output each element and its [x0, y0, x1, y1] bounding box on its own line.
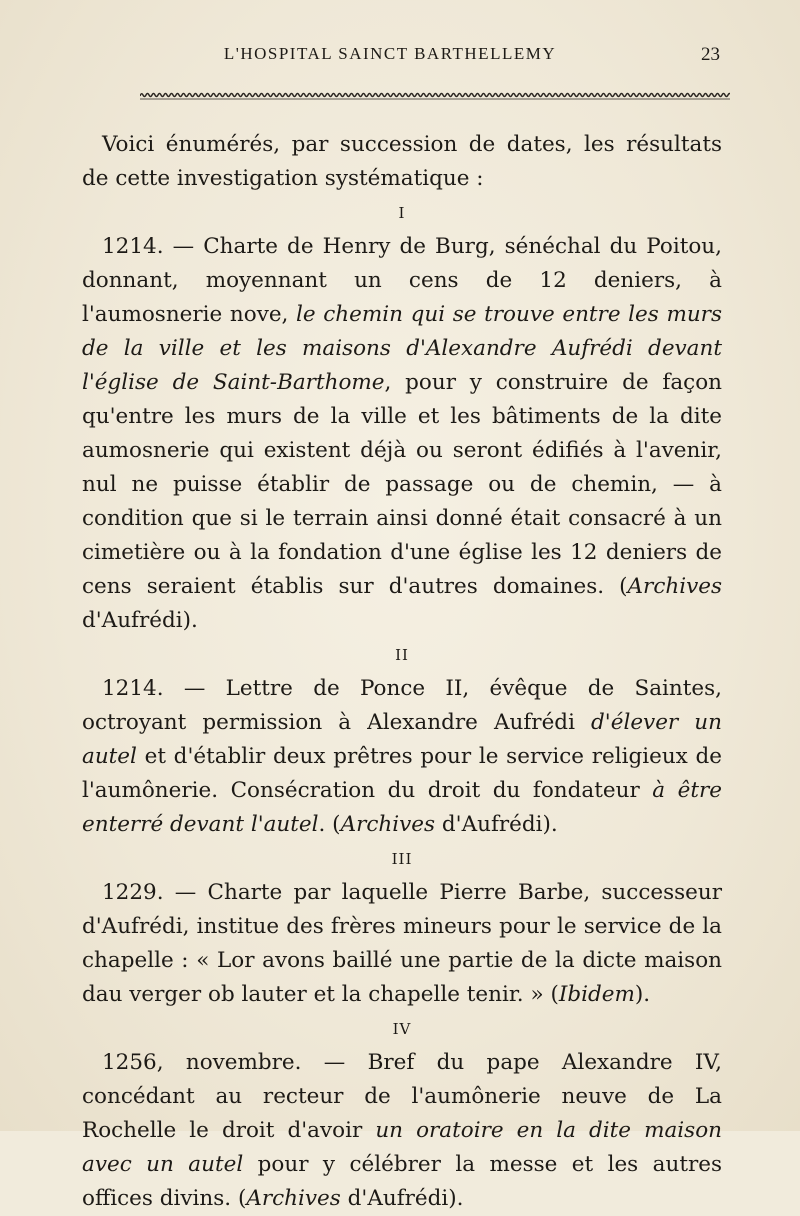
text-run: d'Aufrédi).	[340, 1186, 464, 1211]
text-run: ).	[634, 982, 651, 1007]
running-title: L'HOSPITAL SAINCT BARTHELLEMY	[223, 44, 557, 63]
text-run: pour y célébrer la messe et les autres offices divins. (	[82, 1152, 722, 1211]
text-run: 1214. — Charte de Henry de Burg, sénéchal du Poitou, donnant, moyennant un cens de 12 deniers, à l'aumosnerie nove,	[82, 234, 722, 327]
text-run: et d'établir deux prêtres pour le service religieux de l'aumônerie. Consécration du droit du fondateur	[82, 744, 722, 803]
body-text	[82, 128, 722, 1216]
section-numeral: III	[391, 850, 413, 868]
italic-run: Ibidem	[558, 982, 635, 1007]
italic-run: à être enterré devant l'autel	[82, 778, 722, 837]
text-run: 1214. — Lettre de Ponce II, évêque de Saintes, octroyant permission à Alexandre Aufrédi	[82, 676, 722, 735]
italic-run: Archives	[627, 574, 722, 599]
italic-run: le chemin qui se trouve entre les murs de la ville et les maisons d'Alexandre Aufrédi devant l'église de Saint-Barthome	[82, 302, 722, 395]
italic-run: un oratoire en la dite maison avec un autel	[82, 1118, 722, 1177]
entry-paragraph	[82, 876, 722, 1012]
text-run: 1256, novembre. — Bref du pape Alexandre IV, concédant au recteur de l'aumônerie neuve de La Rochelle le droit d'avoir	[82, 1050, 722, 1143]
page-number: 23	[701, 44, 720, 65]
wavy-rule-ornament	[140, 92, 730, 100]
section-numeral: IV	[392, 1020, 412, 1038]
italic-run: d'élever un autel	[82, 710, 722, 769]
section-numeral: I	[398, 204, 406, 222]
intro-paragraph: Voici énumérés, par succession de dates, les résultats de cette investigation systématique :	[82, 132, 722, 191]
text-run: , pour y construire de façon qu'entre les murs de la ville et les bâtiments de la dite aumosnerie qui existent déjà ou seront édifiés à l'avenir, nul ne puisse établir de passage ou de chemin, — à condition que si le terrain ainsi donné était consacré à un cimetière ou à la fondation d'une église les 12 deniers de cens seraient établis sur d'autres domaines. (	[82, 370, 722, 599]
entry-paragraph	[82, 230, 722, 638]
text-run: 1229. — Charte par laquelle Pierre Barbe, successeur d'Aufrédi, institue des frères mineurs pour le service de la chapelle : « Lor avons baillé une partie de la dicte maison dau verger ob lauter et la chapelle tenir. » (	[82, 880, 722, 1007]
text-run: d'Aufrédi).	[82, 608, 198, 633]
text-run: d'Aufrédi).	[435, 812, 558, 837]
entry-paragraph	[82, 1046, 722, 1216]
italic-run: Archives	[246, 1186, 341, 1211]
entry-paragraph	[82, 672, 722, 842]
italic-run: Archives	[340, 812, 436, 837]
text-run: . (	[318, 812, 341, 837]
running-head	[60, 44, 720, 70]
section-numeral: II	[395, 646, 409, 664]
